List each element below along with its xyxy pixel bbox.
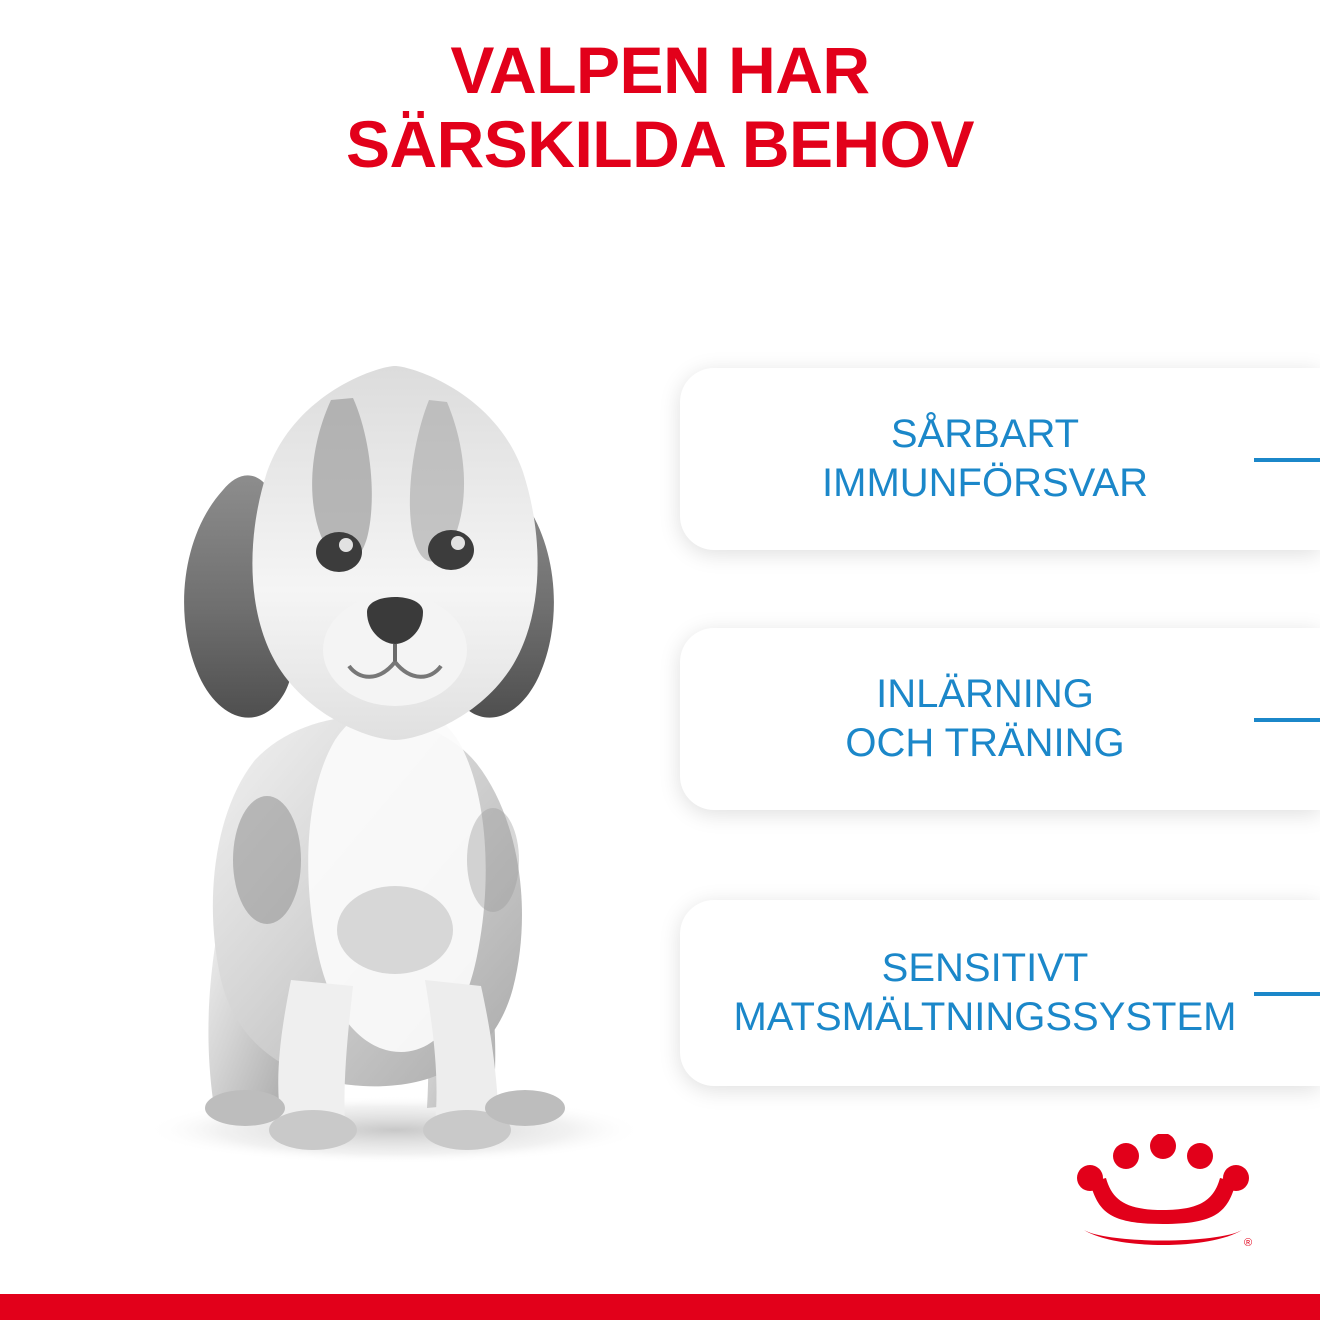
callout-card-learning (680, 628, 1320, 810)
callout-text-digestion (720, 944, 1250, 1042)
registered-mark: ® (1244, 1237, 1253, 1249)
callout-text-immune (720, 410, 1250, 508)
callout-1-line-2: IMMUNFÖRSVAR (822, 461, 1148, 505)
page-title-line-2: SÄRSKILDA BEHOV (345, 106, 975, 181)
callout-card-digestion (680, 900, 1320, 1086)
royal-canin-logo (1068, 1134, 1258, 1252)
callout-card-immune (680, 368, 1320, 550)
callout-1-line-1: SÅRBART (890, 412, 1080, 457)
footer-bar (0, 1294, 1320, 1320)
page-title (0, 34, 1320, 182)
callout-2-line-2: OCH TRÄNING (845, 721, 1125, 765)
callout-3-line-2: MATSMÄLTNINGSSYSTEM (733, 995, 1237, 1039)
puppy-illustration (95, 340, 695, 1170)
callout-text-learning (720, 670, 1250, 768)
callout-2-line-1: INLÄRNING (876, 672, 1094, 717)
page-title-line-1: VALPEN HAR (450, 33, 870, 107)
callout-dash-2 (1254, 718, 1320, 722)
crown-icon (1068, 1134, 1258, 1252)
puppy-photo (95, 340, 695, 1170)
callout-dash-3 (1254, 992, 1320, 996)
callout-dash-1 (1254, 458, 1320, 462)
callout-3-line-1: SENSITIVT (881, 946, 1089, 991)
